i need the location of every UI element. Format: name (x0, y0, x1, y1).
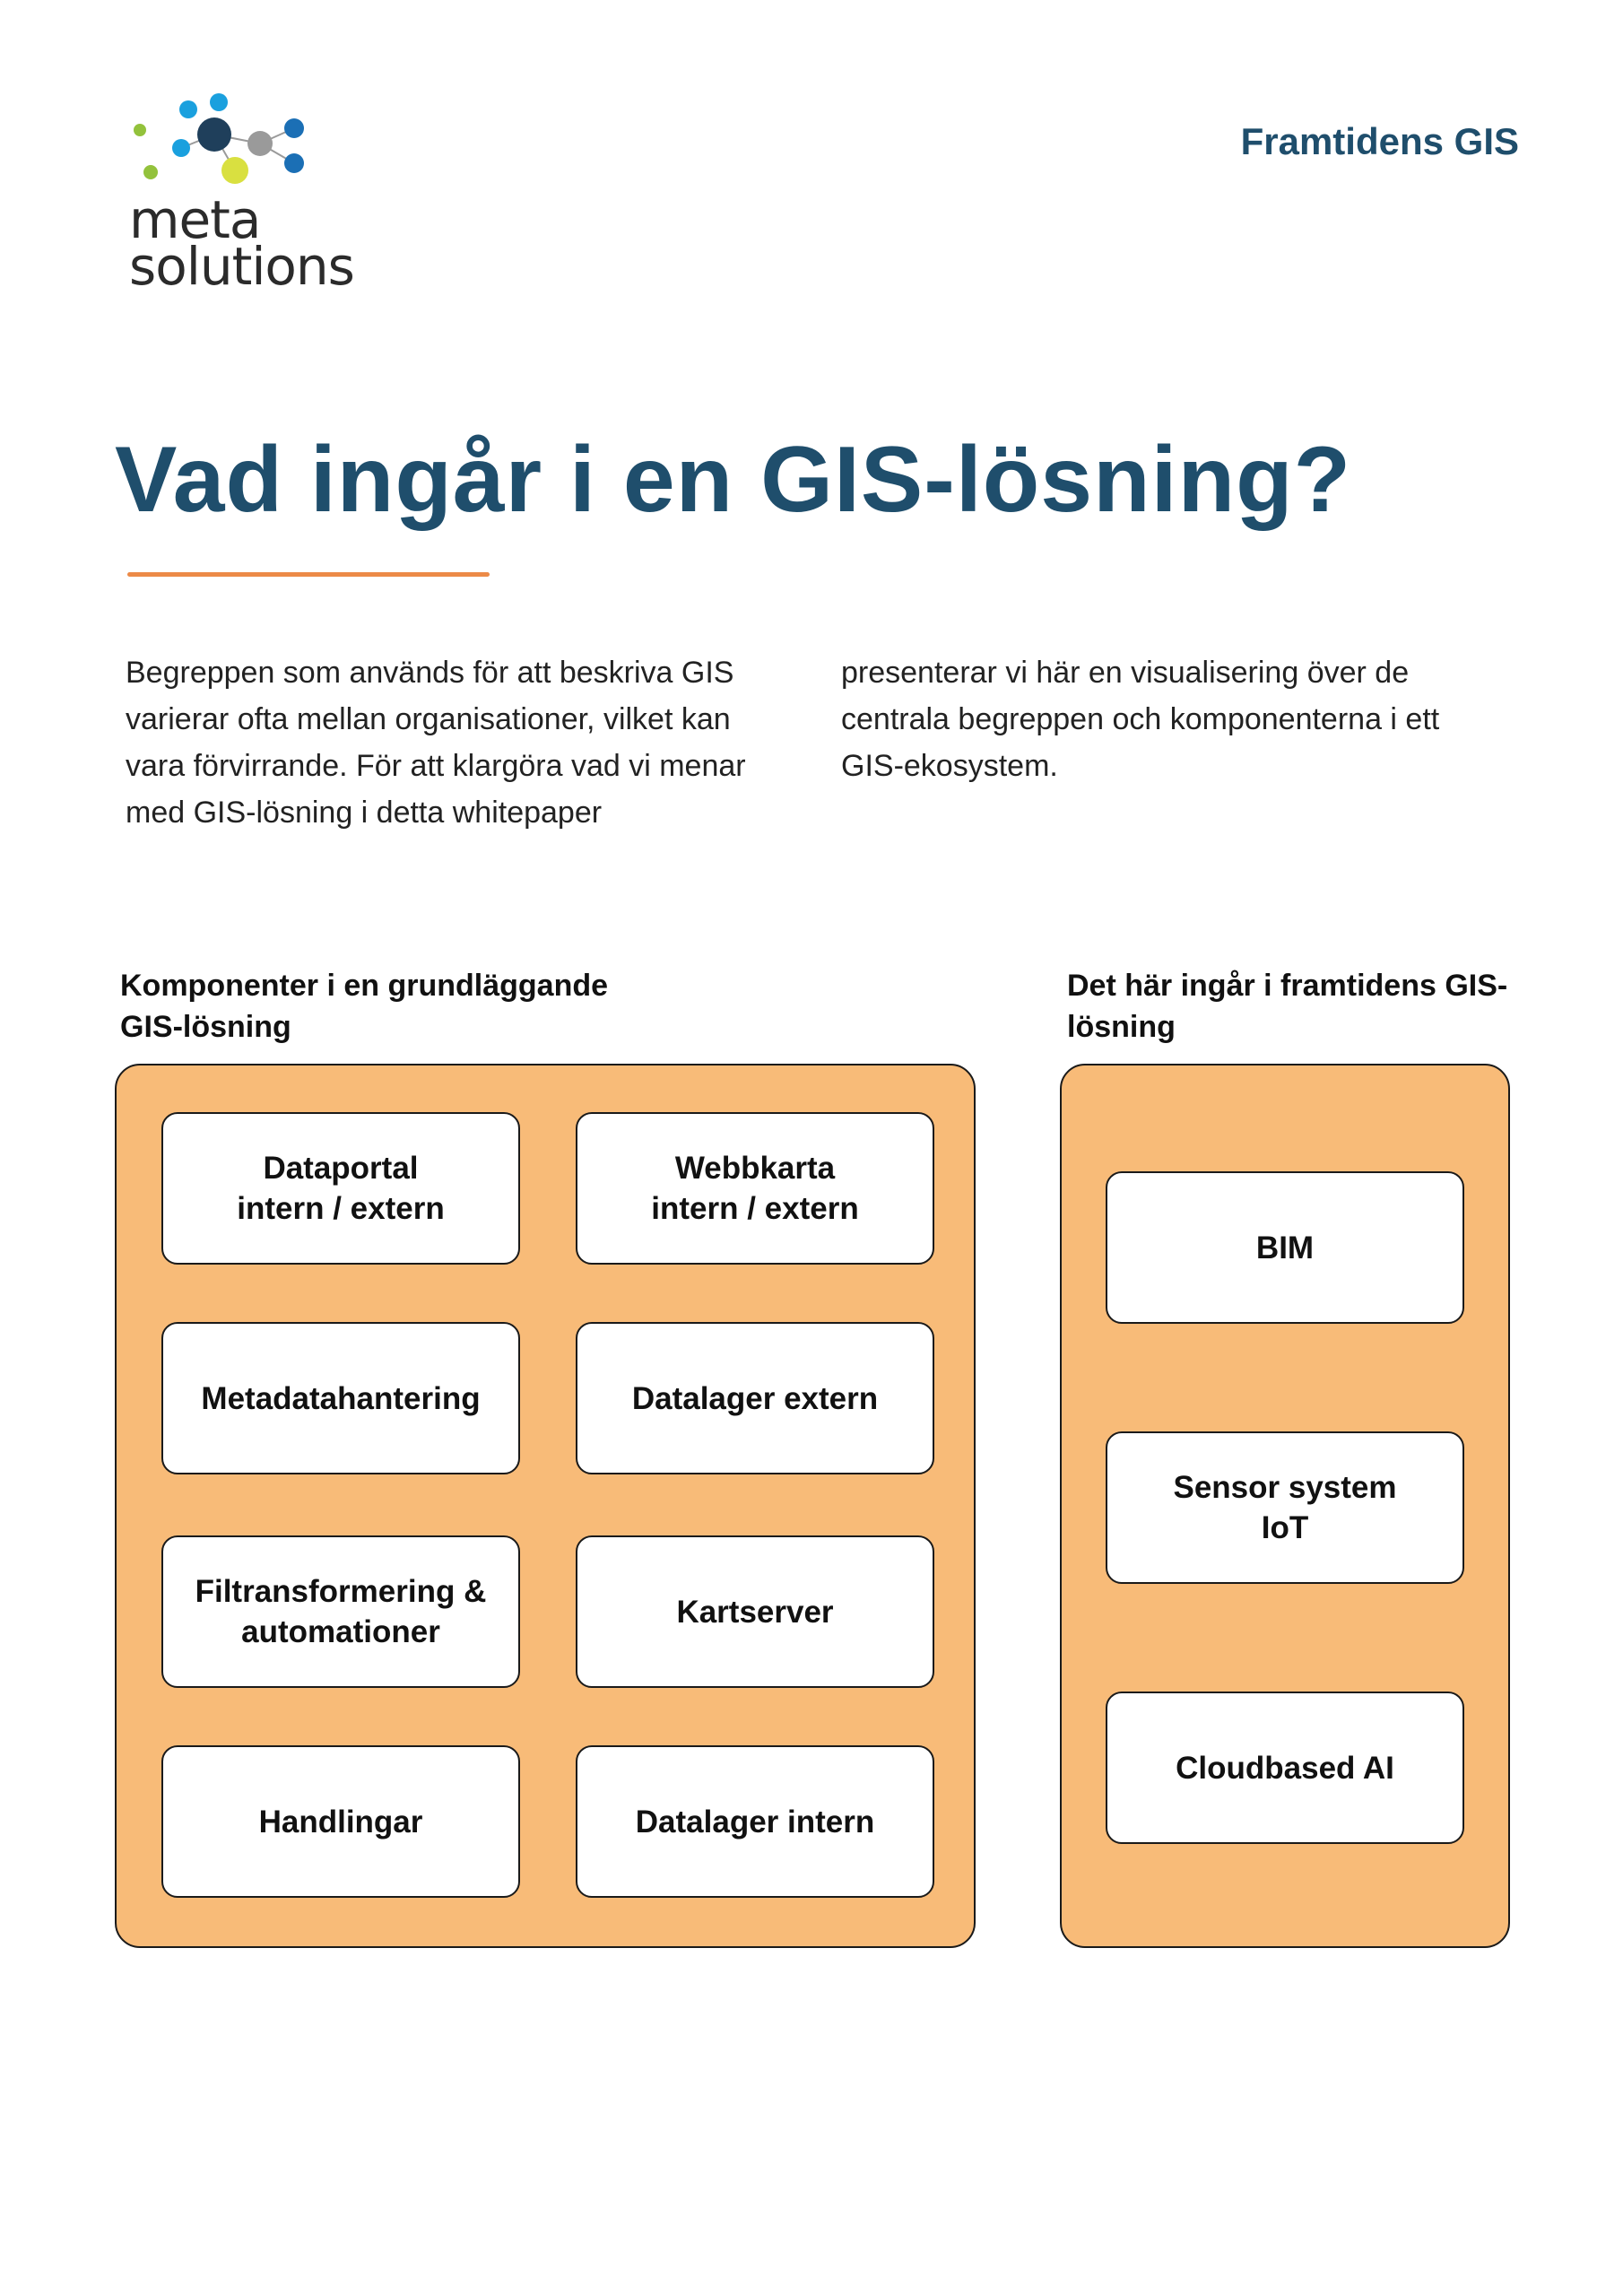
card-datalager-intern: Datalager intern (576, 1745, 934, 1898)
card-webbkarta: Webbkarta intern / extern (576, 1112, 934, 1265)
card-kartserver: Kartserver (576, 1535, 934, 1688)
card-cloudbased-ai: Cloudbased AI (1106, 1692, 1464, 1844)
card-datalager-extern: Datalager extern (576, 1322, 934, 1474)
card-sensor-system: Sensor system IoT (1106, 1431, 1464, 1584)
header-title: Framtidens GIS (1240, 120, 1519, 162)
accent-divider (127, 572, 490, 577)
card-metadatahantering: Metadatahantering (161, 1322, 520, 1474)
card-bim: BIM (1106, 1171, 1464, 1324)
card-filtransformering: Filtransformering & automationer (161, 1535, 520, 1688)
intro-paragraph-right: presenterar vi här en visualisering över de centrala begreppen och komponenterna i ett GIS-ekosystem. (841, 656, 1440, 783)
card-dataportal: Dataportal intern / extern (161, 1112, 520, 1265)
network-logo-icon (126, 90, 332, 197)
card-handlingar: Handlingar (161, 1745, 520, 1898)
future-components-label: Det här ingår i framtidens GIS-lösning (1067, 969, 1508, 1044)
page-title: Vad ingår i en GIS-lösning? (115, 428, 1352, 532)
basic-components-label: Komponenter i en grundläggande GIS-lösning (120, 969, 609, 1044)
meta-solutions-logo (126, 90, 354, 297)
logo-text-meta: meta (129, 189, 261, 250)
intro-paragraph-left: Begreppen som används för att beskriva GIS varierar ofta mellan organisationer, vilket kan vara förvirrande. För att klargöra vad vi menar med GIS-lösning i detta whitepaper (126, 656, 746, 830)
logo-text-solutions: solutions (129, 236, 354, 297)
